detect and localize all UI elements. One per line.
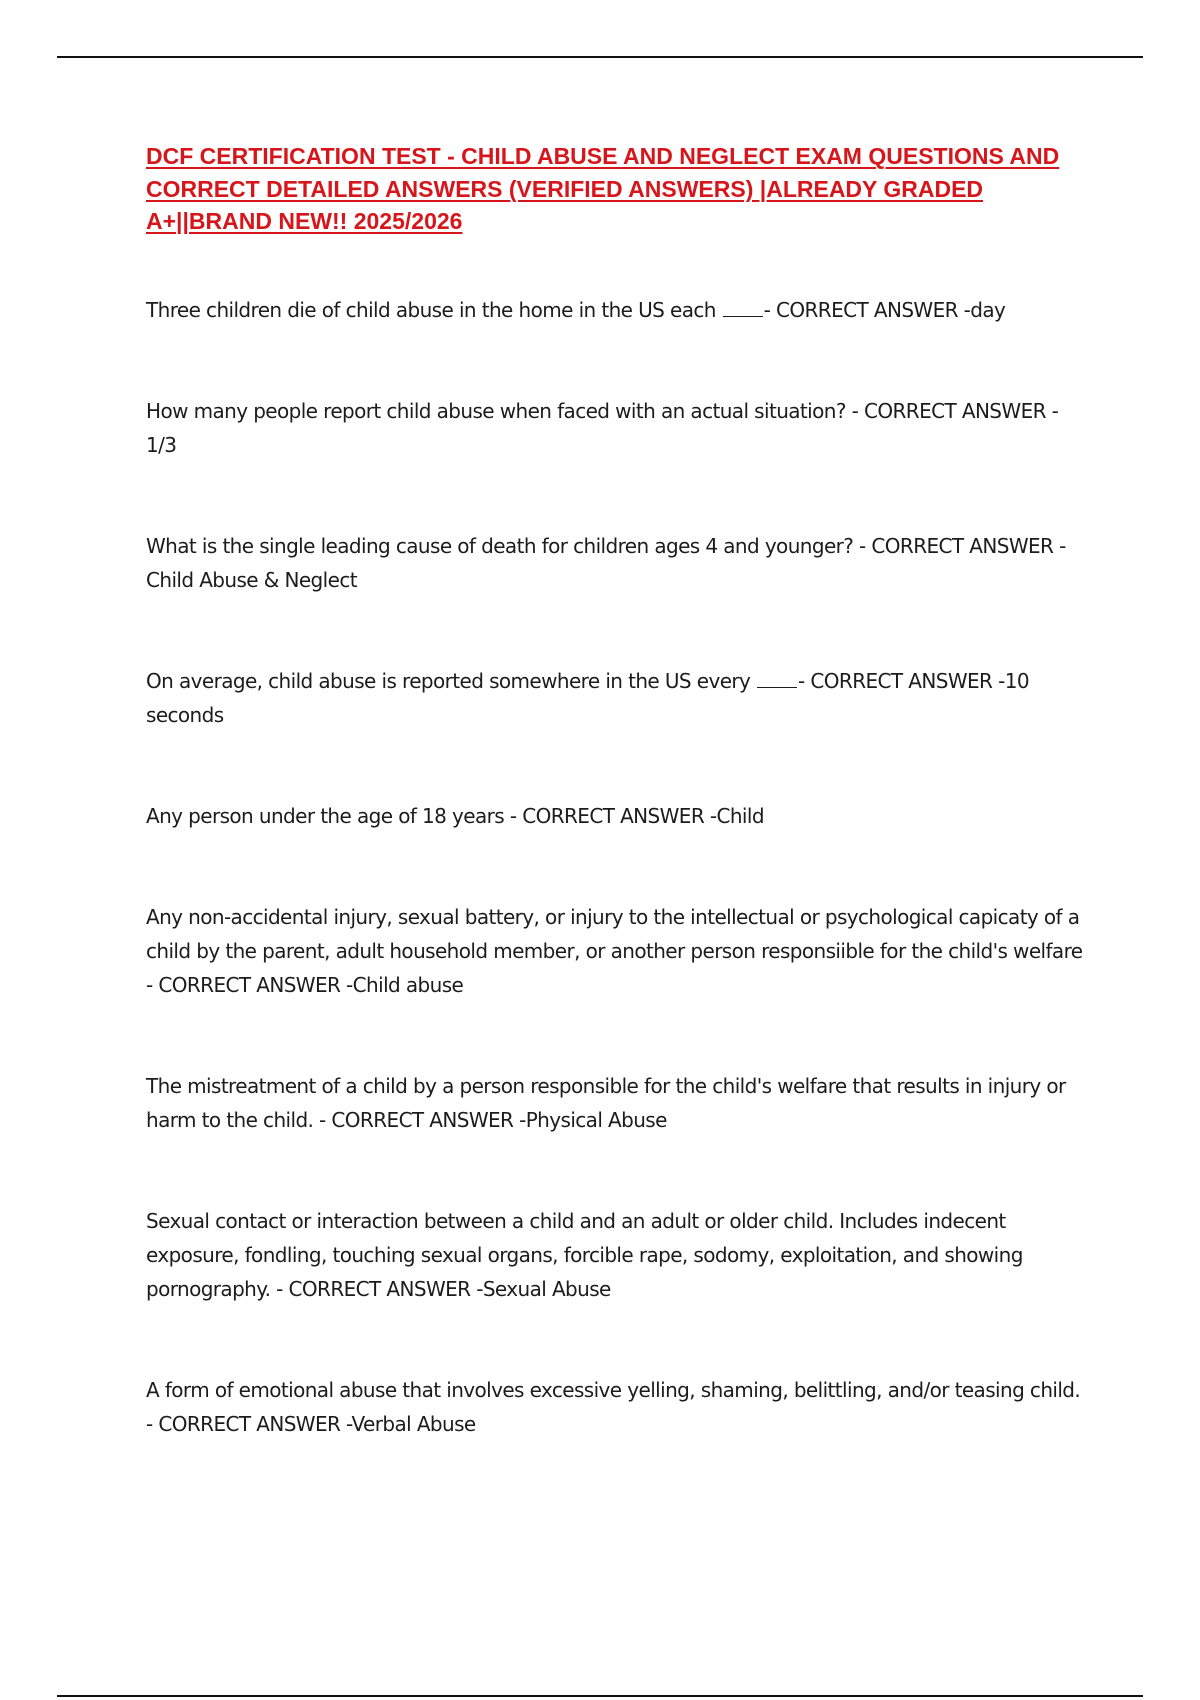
- question-text: The mistreatment of a child by a person responsible for the child's welfare that results in injury or harm to the child. - CORRECT ANSWER -Physical Abuse: [146, 1073, 1066, 1132]
- question-text: On average, child abuse is reported somewhere in the US every: [146, 668, 757, 693]
- question-list: [146, 293, 1091, 1441]
- bottom-rule: [57, 1695, 1143, 1697]
- question-text: What is the single leading cause of death for children ages 4 and younger? - CORRECT ANSWER - Child Abuse & Neglect: [146, 533, 1066, 592]
- answer-text: - CORRECT ANSWER -10 seconds: [146, 668, 1029, 727]
- question-item-2: [146, 394, 1091, 462]
- question-text: Any person under the age of 18 years - CORRECT ANSWER -Child: [146, 803, 764, 828]
- question-item-7: [146, 1069, 1091, 1137]
- question-item-9: [146, 1373, 1091, 1441]
- question-text: Any non-accidental injury, sexual battery, or injury to the intellectual or psychological capicaty of a child by the parent, adult household member, or another person responsiible for the child's welfare - CORRECT ANSWER -Child abuse: [146, 904, 1083, 997]
- document-title: DCF CERTIFICATION TEST - CHILD ABUSE AND NEGLECT EXAM QUESTIONS AND CORRECT DETAILED ANSWERS (VERIFIED ANSWERS) |ALREADY GRADED A+||BRAND NEW!! 2025/2026: [146, 143, 1060, 234]
- answer-text: - CORRECT ANSWER -day: [763, 297, 1006, 322]
- document-body: [146, 140, 1091, 1508]
- question-item-3: [146, 529, 1091, 597]
- question-text: Sexual contact or interaction between a child and an adult or older child. Includes indecent exposure, fondling, touching sexual organs, forcible rape, sodomy, exploitation, and showing pornography. - CORRECT ANSWER -Sexual Abuse: [146, 1208, 1023, 1301]
- question-text: How many people report child abuse when faced with an actual situation? - CORRECT ANSWER - 1/3: [146, 398, 1059, 457]
- question-item-4: [146, 664, 1091, 732]
- question-item-1: [146, 293, 1091, 327]
- question-text: A form of emotional abuse that involves excessive yelling, shaming, belittling, and/or teasing child. - CORRECT ANSWER -Verbal Abuse: [146, 1377, 1081, 1436]
- question-item-6: [146, 900, 1091, 1002]
- top-rule: [57, 56, 1143, 58]
- question-text: Three children die of child abuse in the home in the US each: [146, 297, 722, 322]
- answer-blank: [757, 665, 797, 688]
- answer-blank: [723, 294, 763, 317]
- question-item-5: [146, 799, 1091, 833]
- question-item-8: [146, 1204, 1091, 1306]
